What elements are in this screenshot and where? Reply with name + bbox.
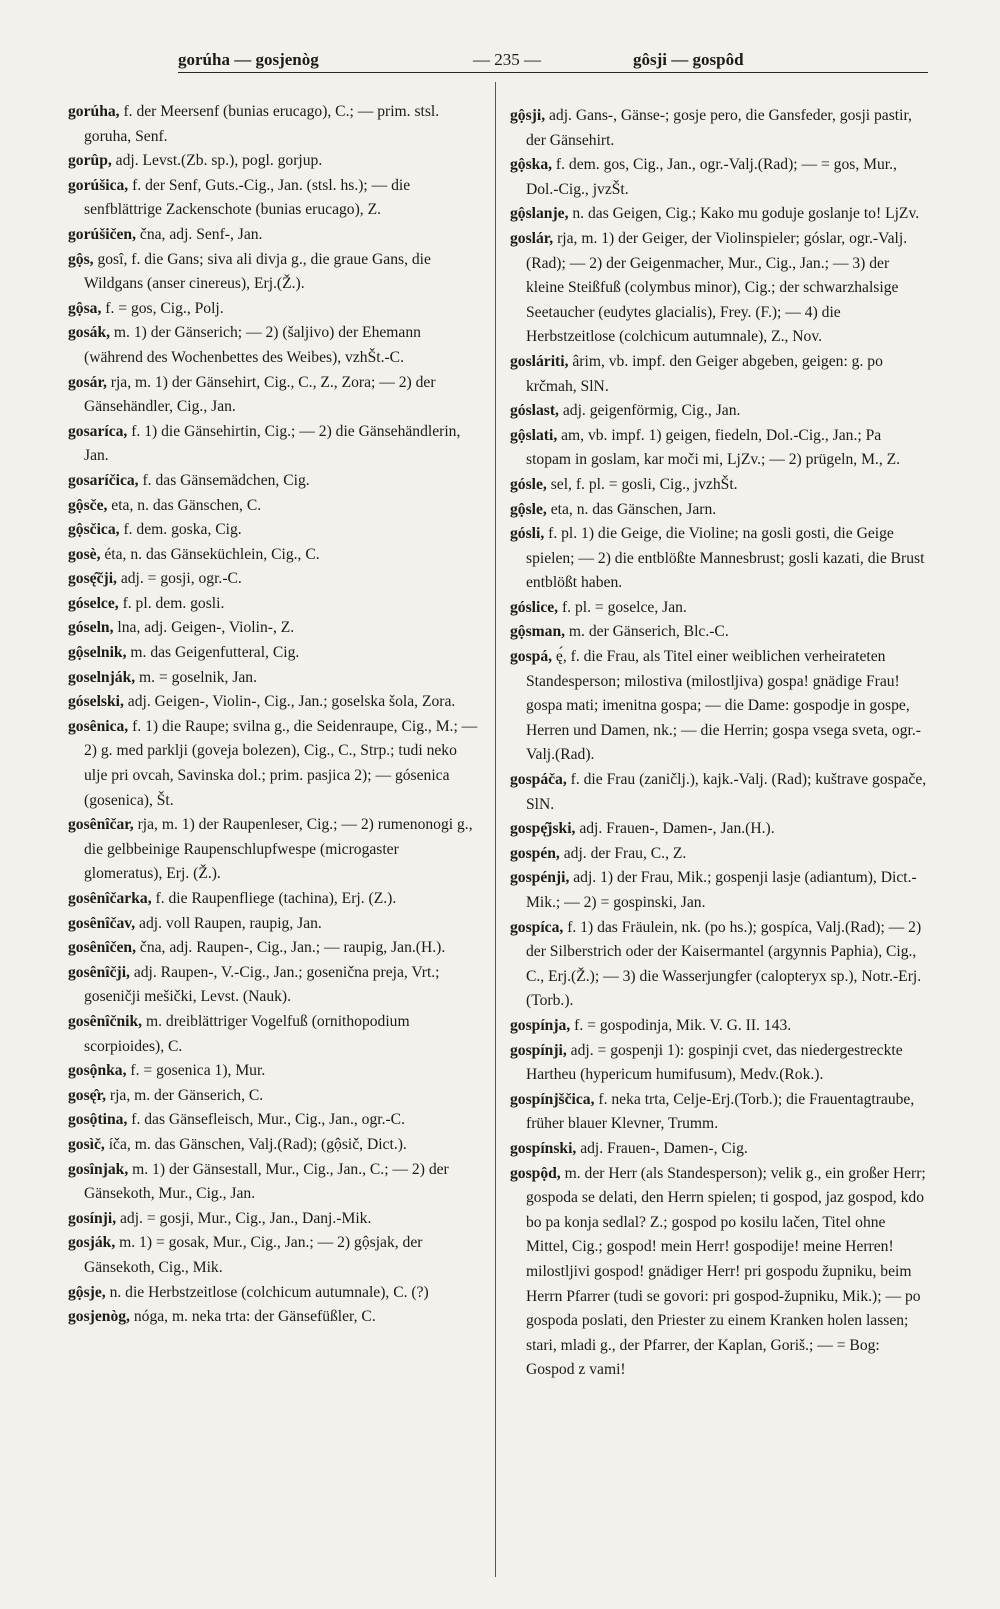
entry-definition: f. = gospodinja, Mik. V. G. II. 143. bbox=[570, 1016, 792, 1034]
entry-definition: adj. Geigen-, Violin-, Cig., Jan.; goselska šola, Zora. bbox=[123, 693, 456, 711]
entry-headword: gosę̂čji, bbox=[68, 570, 117, 588]
entry-definition: adj. der Frau, C., Z. bbox=[559, 844, 687, 862]
entry-definition: adj. = gosji, ogr.-C. bbox=[116, 570, 242, 588]
dictionary-entry bbox=[510, 104, 928, 153]
dictionary-entry bbox=[68, 1133, 480, 1158]
entry-headword: gósli, bbox=[510, 525, 545, 543]
entry-definition: adj. Gans-, Gänse-; gosje pero, die Gansfeder, gosji pastir, der Gänsehirt. bbox=[526, 107, 912, 149]
dictionary-entry bbox=[68, 1231, 480, 1280]
dictionary-entry bbox=[68, 1158, 480, 1207]
dictionary-entry bbox=[68, 813, 480, 887]
entry-headword: gosênîčji, bbox=[68, 963, 130, 981]
entry-headword: góslast, bbox=[510, 402, 559, 420]
entry-definition: f. neka trta, Celje-Erj.(Torb.); die Frauentagtraube, früher blauer Klevner, Trumm. bbox=[526, 1090, 915, 1133]
entry-definition: sel, f. pl. = gosli, Cig., jvzhŠt. bbox=[546, 475, 738, 493]
entry-definition: m. der Herr (als Standesperson); velik g., ein großer Herr; gospoda se delati, den Herrn spielen; ti gospod, jaz gospod, kdo bo pa konja sedlal? Z.; gospod po kosilu lačen, Titel ohne Mittel, Cig.; gospod! mein Herr! gospodije! meine Herren! milostljivi gospod! gnädiger Herr! pri gospodu župniku, beim Herrn Pfarrer (tudi se govori: pri gospod-župniku, Mik.); — po gospoda poslati, den Priester zu einem Kranken holen lassen; stari, mladi g., der Pfarrer, der Kaplan, Goriš.; — = Bog: Gospod z vami! bbox=[526, 1164, 926, 1379]
dictionary-entry bbox=[510, 153, 928, 202]
entry-definition: f. die Frau (zaničlj.), kajk.-Valj. (Rad); kuštrave gospače, SlN. bbox=[526, 771, 927, 813]
entry-headword: gospę̂jski, bbox=[510, 820, 576, 838]
entry-headword: gosộnka, bbox=[68, 1062, 127, 1080]
dictionary-entry bbox=[510, 202, 928, 227]
running-header bbox=[178, 50, 928, 74]
entry-headword: gosênîčav, bbox=[68, 914, 136, 932]
entry-headword: gosę̂r, bbox=[68, 1086, 106, 1104]
dictionary-entry bbox=[68, 592, 480, 617]
entry-headword: gosìč, bbox=[68, 1135, 105, 1153]
entry-headword: gosaríčica, bbox=[68, 471, 139, 489]
page-number: — 235 — bbox=[473, 50, 541, 69]
dictionary-entry bbox=[68, 174, 480, 223]
entry-headword: gộslati, bbox=[510, 426, 558, 444]
entry-definition: nóga, m. neka trta: der Gänsefüßler, C. bbox=[129, 1308, 376, 1326]
dictionary-entry bbox=[68, 912, 480, 937]
right-column bbox=[510, 104, 928, 1383]
entry-headword: gosênica, bbox=[68, 717, 129, 735]
entry-definition: adj. voll Raupen, raupig, Jan. bbox=[135, 914, 322, 932]
entry-headword: gospáča, bbox=[510, 771, 567, 789]
entry-headword: gósle, bbox=[510, 475, 547, 493]
entry-definition: f. pl. = goselce, Jan. bbox=[558, 598, 687, 616]
entry-headword: gorûp, bbox=[68, 152, 112, 170]
entry-definition: gosî, f. die Gans; siva ali divja g., die graue Gans, die Wildgans (anser cinereus), Erj.(Ž.). bbox=[84, 250, 431, 293]
dictionary-entry bbox=[68, 1207, 480, 1232]
dictionary-entry bbox=[510, 1162, 928, 1383]
entry-headword: gorúšica, bbox=[68, 176, 129, 194]
entry-definition: f. der Senf, Guts.-Cig., Jan. (stsl. hs.); — die senfblättrige Zackenschote (bunias erucago), Z. bbox=[84, 176, 411, 219]
dictionary-entry bbox=[510, 1137, 928, 1162]
entry-definition: n. die Herbstzeitlose (colchicum autumnale), C. (?) bbox=[105, 1283, 429, 1301]
entry-headword: goslár, bbox=[510, 229, 554, 247]
dictionary-entry bbox=[68, 321, 480, 370]
entry-definition: éta, n. das Gänseküchlein, Cig., C. bbox=[100, 545, 320, 563]
entry-headword: gosjenòg, bbox=[68, 1308, 130, 1326]
dictionary-entry bbox=[510, 498, 928, 523]
entry-headword: gosják, bbox=[68, 1234, 116, 1252]
entry-headword: gộsji, bbox=[510, 107, 546, 124]
dictionary-entry bbox=[510, 350, 928, 399]
entry-headword: gộsčica, bbox=[68, 521, 120, 539]
entry-headword: gosínji, bbox=[68, 1209, 117, 1227]
entry-headword: gosár, bbox=[68, 373, 107, 391]
dictionary-entry bbox=[510, 596, 928, 621]
dictionary-entry bbox=[68, 616, 480, 641]
entry-headword: gộsman, bbox=[510, 623, 566, 641]
entry-definition: adj. Raupen-, V.-Cig., Jan.; gosenična preja, Vrt.; goseničji mešički, Levst. (Nauk). bbox=[84, 963, 440, 1006]
entry-headword: gosênîčen, bbox=[68, 939, 137, 957]
entry-definition: f. 1) die Gänsehirtin, Cig.; — 2) die Gänsehändlerin, Jan. bbox=[84, 422, 461, 465]
entry-headword: gospínski, bbox=[510, 1139, 577, 1157]
entry-headword: gospínja, bbox=[510, 1016, 571, 1034]
entry-definition: f. pl. dem. gosli. bbox=[118, 594, 225, 612]
entry-headword: gospínji, bbox=[510, 1041, 567, 1059]
entry-headword: gospíca, bbox=[510, 918, 564, 936]
dictionary-entry bbox=[68, 1281, 480, 1306]
entry-definition: íča, m. das Gänschen, Valj.(Rad); (gộsič, Dict.). bbox=[104, 1135, 407, 1153]
entry-definition: f. 1) das Fräulein, nk. (po hs.); gospíca, Valj.(Rad); — 2) der Silberstrich oder der Kaisermantel (argynnis Paphia), Cig., C., Erj.(Ž.); — 3) die Wasserjungfer (calopteryx sp.), Notr.-Erj.(Torb.). bbox=[526, 918, 922, 1010]
entry-headword: gosè, bbox=[68, 545, 101, 563]
entry-definition: adj. = gospenji 1): gospinji cvet, das niedergestreckte Hartheu (hypericum humifusum), Medv.(Rok.). bbox=[526, 1041, 903, 1084]
entry-definition: m. 1) = gosak, Mur., Cig., Jan.; — 2) gộsjak, der Gänsekoth, Cig., Mik. bbox=[84, 1234, 423, 1276]
entry-definition: ę́, f. die Frau, als Titel einer weiblichen verheirateten Standesperson; milostiva (milostljiva) gospa! gnädige Frau! gospa mati; imenitna gospa; — die Dame: gospodje in gospe, Herren und Damen, nk.; — die Herrin; gospa vsega sveta, ogr.-Valj.(Rad). bbox=[526, 648, 921, 764]
dictionary-entry bbox=[68, 1108, 480, 1133]
header-left-guide-words: gorúha — gosjenòg bbox=[178, 50, 319, 69]
dictionary-entry bbox=[510, 1088, 928, 1137]
dictionary-entry bbox=[68, 371, 480, 420]
entry-headword: gospén, bbox=[510, 844, 560, 862]
entry-definition: adj. Frauen-, Damen-, Jan.(H.). bbox=[575, 820, 775, 838]
entry-headword: góseln, bbox=[68, 619, 114, 637]
entry-headword: gosláriti, bbox=[510, 352, 569, 370]
entry-definition: m. 1) der Gänserich; — 2) (šaljivo) der Ehemann (während des Wochenbettes des Weibes), vzhŠt.-C. bbox=[84, 324, 421, 366]
dictionary-entry bbox=[510, 645, 928, 768]
entry-definition: n. das Geigen, Cig.; Kako mu goduje goslanje to! LjZv. bbox=[568, 205, 920, 223]
dictionary-entry bbox=[68, 1084, 480, 1109]
entry-definition: f. dem. gos, Cig., Jan., ogr.-Valj.(Rad); — = gos, Mur., Dol.-Cig., jvzŠt. bbox=[526, 156, 897, 198]
entry-definition: f. = gosenica 1), Mur. bbox=[126, 1062, 266, 1080]
dictionary-entry bbox=[510, 522, 928, 596]
entry-headword: góslice, bbox=[510, 598, 559, 616]
dictionary-entry bbox=[510, 424, 928, 473]
dictionary-entry bbox=[68, 1010, 480, 1059]
dictionary-entry bbox=[510, 817, 928, 842]
entry-headword: gộska, bbox=[510, 156, 553, 174]
dictionary-entry bbox=[68, 223, 480, 248]
entry-headword: goselnják, bbox=[68, 668, 136, 686]
entry-definition: rja, m. 1) der Gänsehirt, Cig., C., Z., Zora; — 2) der Gänsehändler, Cig., Jan. bbox=[84, 373, 436, 416]
dictionary-entry bbox=[68, 961, 480, 1010]
entry-definition: adj. Levst.(Zb. sp.), pogl. gorjup. bbox=[111, 152, 323, 170]
entry-headword: gộsje, bbox=[68, 1283, 106, 1301]
dictionary-entry bbox=[68, 641, 480, 666]
entry-headword: gộsa, bbox=[68, 299, 102, 317]
entry-definition: m. der Gänserich, Blc.-C. bbox=[565, 623, 729, 641]
dictionary-entry bbox=[68, 936, 480, 961]
dictionary-entry bbox=[68, 1059, 480, 1084]
entry-definition: f. das Gänsemädchen, Cig. bbox=[138, 471, 310, 489]
entry-definition: rja, m. der Gänserich, C. bbox=[105, 1086, 264, 1104]
entry-definition: f. der Meersenf (bunias erucago), C.; — prim. stsl. goruha, Senf. bbox=[84, 103, 440, 145]
entry-headword: gộselnik, bbox=[68, 644, 127, 662]
entry-definition: f. dem. goska, Cig. bbox=[119, 521, 242, 539]
entry-definition: eta, n. das Gänschen, Jarn. bbox=[546, 500, 717, 518]
entry-definition: m. dreiblättriger Vogelfuß (ornithopodium scorpioides), C. bbox=[84, 1012, 410, 1055]
dictionary-entry bbox=[68, 100, 480, 149]
dictionary-entry bbox=[68, 887, 480, 912]
entry-definition: ârim, vb. impf. den Geiger abgeben, geigen: g. po krčmah, SlN. bbox=[526, 352, 883, 395]
entry-definition: adj. Frauen-, Damen-, Cig. bbox=[576, 1139, 748, 1157]
entry-definition: adj. geigenförmig, Cig., Jan. bbox=[558, 402, 741, 420]
entry-definition: adj. 1) der Frau, Mik.; gospenji lasje (adiantum), Dict.-Mik.; — 2) = gospinski, Jan. bbox=[526, 869, 917, 911]
entry-headword: gosák, bbox=[68, 324, 111, 342]
entry-definition: am, vb. impf. 1) geigen, fiedeln, Dol.-Cig., Jan.; Pa stopam in goslam, kar moči mi, LjZv.; — 2) prügeln, M., Z. bbox=[526, 426, 901, 469]
dictionary-entry bbox=[68, 297, 480, 322]
dictionary-entry bbox=[68, 248, 480, 297]
dictionary-entry bbox=[68, 567, 480, 592]
entry-definition: lna, adj. Geigen-, Violin-, Z. bbox=[113, 619, 295, 637]
entry-headword: gộslanje, bbox=[510, 205, 569, 223]
dictionary-entry bbox=[68, 666, 480, 691]
entry-definition: m. das Geigenfutteral, Cig. bbox=[126, 644, 300, 662]
dictionary-entry bbox=[510, 1039, 928, 1088]
dictionary-entry bbox=[68, 469, 480, 494]
entry-definition: čna, adj. Raupen-, Cig., Jan.; — raupig, Jan.(H.). bbox=[136, 939, 446, 957]
entry-headword: gorúšičen, bbox=[68, 225, 137, 243]
entry-headword: gộs, bbox=[68, 250, 94, 268]
entry-headword: gospénji, bbox=[510, 869, 570, 887]
entry-headword: gosînjak, bbox=[68, 1160, 129, 1178]
entry-headword: gospínjščica, bbox=[510, 1090, 595, 1108]
dictionary-entry bbox=[68, 149, 480, 174]
column-divider bbox=[495, 82, 496, 1577]
entry-headword: gosênîčar, bbox=[68, 816, 134, 834]
header-right-guide-words: gôsji — gospôd bbox=[633, 50, 744, 69]
header-rule bbox=[178, 72, 928, 73]
entry-headword: gospá, bbox=[510, 648, 553, 666]
dictionary-entry bbox=[510, 1014, 928, 1039]
entry-headword: gosênîčarka, bbox=[68, 890, 152, 907]
entry-headword: gospộd, bbox=[510, 1164, 561, 1182]
left-column bbox=[68, 100, 480, 1330]
entry-definition: čna, adj. Senf-, Jan. bbox=[136, 225, 263, 243]
entry-headword: gộsče, bbox=[68, 496, 108, 514]
entry-headword: gosênîčnik, bbox=[68, 1012, 143, 1030]
dictionary-entry bbox=[68, 543, 480, 568]
entry-headword: gộsle, bbox=[510, 500, 547, 518]
entry-definition: m. = goselnik, Jan. bbox=[135, 668, 257, 686]
dictionary-entry bbox=[510, 768, 928, 817]
entry-definition: rja, m. 1) der Raupenleser, Cig.; — 2) rumenonogi g., die gelbbeinige Raupenschlupfwespe (microgaster glomeratus), Erj. (Ž.). bbox=[84, 816, 473, 883]
entry-definition: rja, m. 1) der Geiger, der Violinspieler; góslar, ogr.-Valj.(Rad); — 2) der Geigenmacher, Mur., Cig., Jan.; — 3) der kleine Steißfuß (colymbus minor), Cig.; der schwarzhalsige Seetaucher (eudytes glacialis), Frey. (F.); — 4) die Herbstzeitlose (colchicum autumnale), Z., Nov. bbox=[526, 229, 908, 346]
dictionary-entry bbox=[510, 620, 928, 645]
dictionary-entry bbox=[510, 916, 928, 1014]
entry-headword: gosộtina, bbox=[68, 1111, 128, 1129]
dictionary-entry bbox=[68, 494, 480, 519]
dictionary-entry bbox=[68, 715, 480, 813]
dictionary-entry bbox=[510, 227, 928, 350]
dictionary-entry bbox=[68, 518, 480, 543]
dictionary-entry bbox=[68, 690, 480, 715]
entry-definition: f. = gos, Cig., Polj. bbox=[101, 299, 224, 317]
entry-definition: f. 1) die Raupe; svilna g., die Seidenraupe, Cig., M.; — 2) g. med parklji (goveja bolezen), Cig., C., Strp.; tudi neko ulje pri ovcah, Savinska dol.; prim. pasjica 2); — gósenica (gosenica), Št. bbox=[84, 717, 478, 809]
dictionary-entry bbox=[510, 842, 928, 867]
entry-definition: f. die Raupenfliege (tachina), Erj. (Z.). bbox=[151, 890, 397, 907]
dictionary-entry bbox=[510, 473, 928, 498]
dictionary-entry bbox=[510, 399, 928, 424]
entry-headword: gosaríca, bbox=[68, 422, 128, 440]
dictionary-entry bbox=[68, 1305, 480, 1330]
entry-definition: f. das Gänsefleisch, Mur., Cig., Jan., ogr.-C. bbox=[127, 1111, 405, 1129]
entry-headword: gorúha, bbox=[68, 103, 120, 120]
dictionary-entry bbox=[510, 866, 928, 915]
entry-definition: eta, n. das Gänschen, C. bbox=[107, 496, 262, 514]
entry-headword: góselski, bbox=[68, 693, 124, 711]
dictionary-entry bbox=[68, 420, 480, 469]
entry-definition: adj. = gosji, Mur., Cig., Jan., Danj.-Mik. bbox=[116, 1209, 372, 1227]
entry-headword: góselce, bbox=[68, 594, 119, 612]
entry-definition: m. 1) der Gänsestall, Mur., Cig., Jan., C.; — 2) der Gänsekoth, Mur., Cig., Jan. bbox=[84, 1160, 449, 1203]
entry-definition: f. pl. 1) die Geige, die Violine; na gosli gosti, die Geige spielen; — 2) die entblößte Mannesbrust; gosli kazati, die Brust entblößt haben. bbox=[526, 525, 925, 592]
